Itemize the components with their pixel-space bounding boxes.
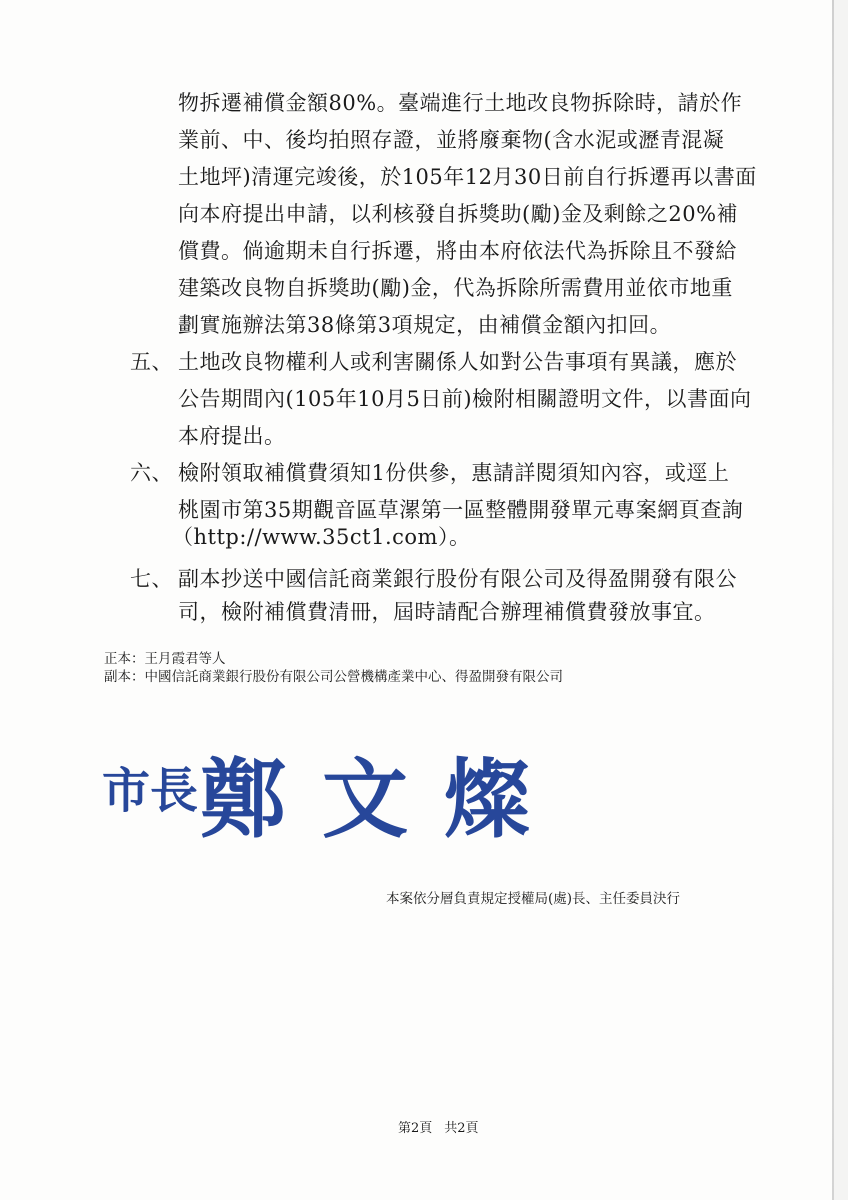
item-number-7: 七、 xyxy=(130,567,173,591)
continuation-line: 向本府提出申請，以利核發自拆獎助(勵)金及剩餘之20%補 xyxy=(178,202,739,226)
authorization-note: 本案依分層負責規定授權局(處)長、主任委員決行 xyxy=(386,891,681,907)
item-7-line: 副本抄送中國信託商業銀行股份有限公司及得盈開發有限公 xyxy=(178,567,737,591)
signature-name: 鄭文燦 xyxy=(200,749,566,850)
continuation-line: 償費。倘逾期未自行拆遷，將由本府依法代為拆除且不發給 xyxy=(178,239,737,263)
item-6-url-line[interactable]: （http://www.35ct1.com）。 xyxy=(172,525,471,549)
continuation-line: 劃實施辦法第38條第3項規定，由補償金額內扣回。 xyxy=(178,313,672,337)
item-6-line: 檢附領取補償費須知1份供參，惠請詳閱須知內容，或逕上 xyxy=(178,461,730,485)
scan-edge-line xyxy=(832,0,834,1200)
item-number-5: 五、 xyxy=(130,350,173,374)
continuation-line: 物拆遷補償金額80%。臺端進行土地改良物拆除時，請於作 xyxy=(178,91,743,115)
item-5-line: 土地改良物權利人或利害關係人如對公告事項有異議，應於 xyxy=(178,350,737,374)
item-5-line: 本府提出。 xyxy=(178,424,286,448)
page-total: 共2頁 xyxy=(444,1121,479,1136)
item-number-6: 六、 xyxy=(130,461,173,485)
item-7-line: 司，檢附補償費清冊，屆時請配合辦理補償費發放事宜。 xyxy=(178,600,716,624)
original-recipient: 正本：王月霞君等人 xyxy=(104,651,226,667)
copy-recipient: 副本：中國信託商業銀行股份有限公司公營機構產業中心、得盈開發有限公司 xyxy=(104,669,563,685)
item-5-line: 公告期間內(105年10月5日前)檢附相關證明文件，以書面向 xyxy=(178,387,752,411)
scan-margin xyxy=(834,0,848,1200)
continuation-line: 土地坪)清運完竣後，於105年12月30日前自行拆遷再以書面 xyxy=(178,165,757,189)
signature-title: 市長 xyxy=(102,763,199,819)
page-number: 第2頁 xyxy=(398,1121,433,1136)
item-6-line: 桃園市第35期觀音區草漯第一區整體開發單元專案網頁查詢 xyxy=(178,498,744,522)
page-footer xyxy=(398,1120,479,1138)
continuation-line: 業前、中、後均拍照存證，並將廢棄物(含水泥或瀝青混凝 xyxy=(178,128,725,152)
continuation-line: 建築改良物自拆獎助(勵)金，代為拆除所需費用並依市地重 xyxy=(178,276,733,300)
